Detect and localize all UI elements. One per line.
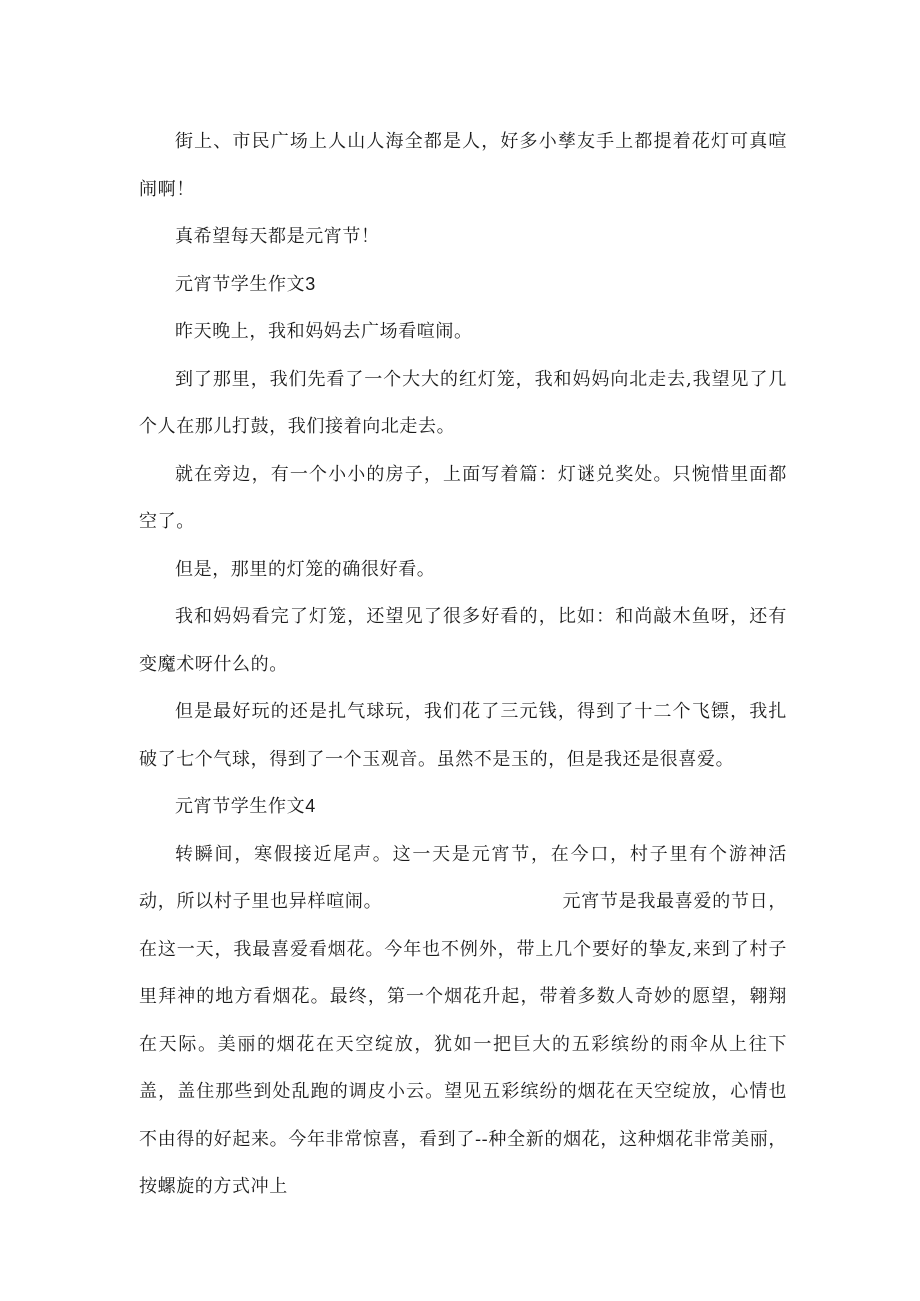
essay-heading-number: 3 (305, 273, 316, 294)
paragraph: 就在旁边，有一个小小的房子，上面写着篇：灯谜兑奖处。只惋惜里面都空了。 (139, 463, 787, 532)
essay-heading (139, 783, 787, 831)
essay-heading-title: 元宵节学生作文 (175, 273, 306, 295)
paragraph-segment: 转瞬间，寒假接近尾声。这一天是元宵节，在今口，村子里有个游神活动，所以村子里也异样喧闹。 (139, 843, 787, 912)
text-column (139, 118, 787, 1211)
paragraph (139, 831, 787, 1211)
essay-heading-title: 元宵节学生作文 (175, 796, 306, 817)
paragraph: 但是最好玩的还是扎气球玩，我们花了三元钱，得到了十二个飞镖，我扎破了七个气球，得到了一个玉观音。虽然不是玉的，但是我还是很喜爱。 (139, 701, 787, 770)
essay-heading (139, 261, 787, 309)
paragraph: 真希望每天都是元宵节！ (175, 226, 380, 247)
paragraph: 昨天晚上，我和妈妈去广场看喧闹。 (175, 321, 473, 342)
essay-heading-number: 4 (305, 796, 316, 816)
paragraph: 到了那里，我们先看了一个大大的红灯笼，我和妈妈向北走去,我望见了几个人在那儿打鼓，我们接着向北走去。 (139, 368, 787, 437)
paragraph: 我和妈妈看完了灯笼，还望见了很多好看的，比如：和尚敲木鱼呀，还有变魔术呀什么的。 (139, 606, 787, 675)
paragraph: 但是，那里的灯笼的确很好看。 (175, 558, 436, 580)
paragraph-segment: 元宵节是我最喜爱的节日，在这一天，我最喜爱看烟花。今年也不例外，带上几个要好的挚友,来到了村子里拜神的地方看烟花。最终，第一个烟花升起，带着多数人奇妙的愿望，翱翔在天际。美丽的烟花在天空绽放，犹如一把巨大的五彩缤纷的雨伞从上往下盖，盖住那些到处乱跑的调皮小云。望见五彩缤纷的烟花在天空绽放，心情也不由得的好起来。今年非常惊喜，看到了--种全新的烟花，这种烟花非常美丽，按螺旋的方式冲上 (139, 891, 787, 1197)
paragraph: 街上、市民广场上人山人海全都是人，好多小孳友手上都提着花灯可真喧闹啊！ (139, 131, 787, 200)
